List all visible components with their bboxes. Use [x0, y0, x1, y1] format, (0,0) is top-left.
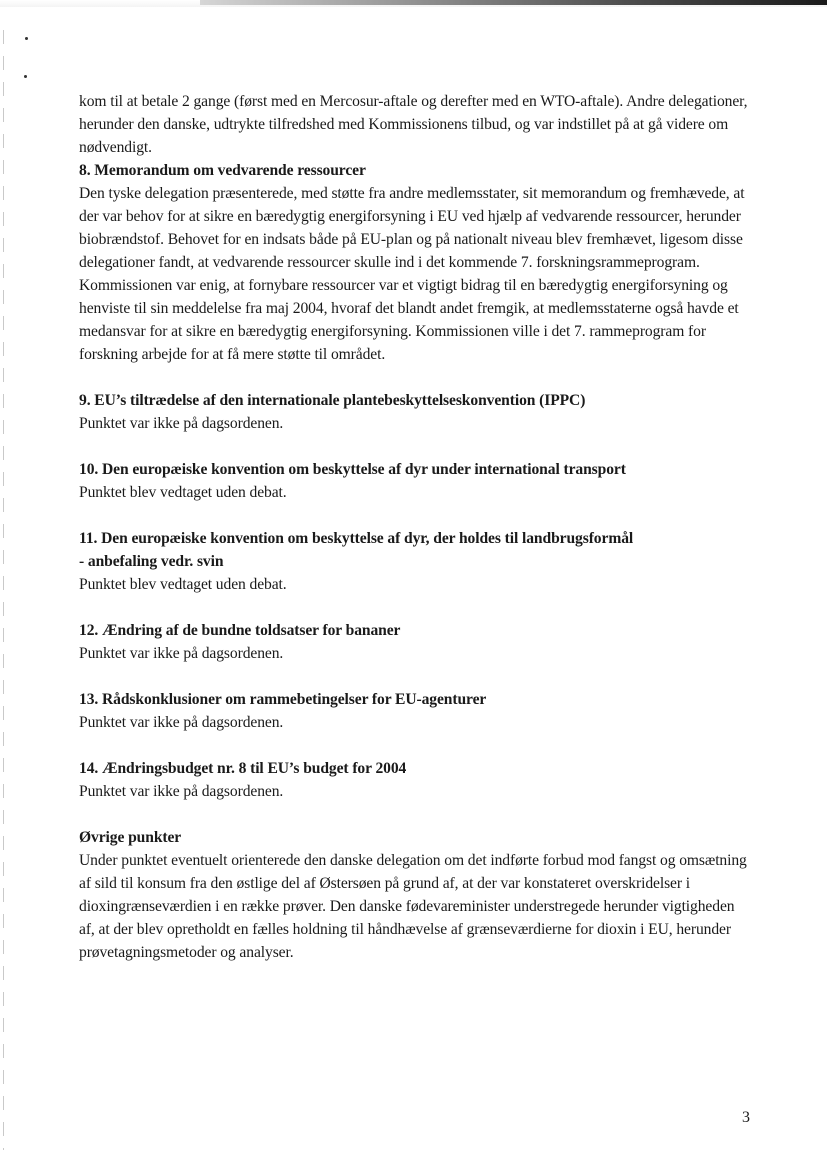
section-heading-line-1: 11. Den europæiske konvention om beskyttelse af dyr, der holdes til landbrugsformål [79, 530, 634, 547]
section-11 [79, 527, 751, 596]
scan-top-bar [200, 0, 827, 5]
document-page [79, 90, 751, 987]
intro-paragraph: kom til at betale 2 gange (først med en Mercosur-aftale og derefter med en WTO-aftale). Andre delegationer, herunder den danske, udtrykte tilfredshed med Kommissionens tilbud, og var indstillet på at gå videre om nødvendigt. [79, 93, 748, 156]
section-heading: 9. EU’s tiltrædelse af den internationale plantebeskyttelseskonvention (IPPC) [79, 392, 586, 409]
section-10 [79, 458, 751, 504]
section-body: Punktet var ikke på dagsordenen. [79, 645, 284, 662]
section-heading [79, 527, 751, 573]
section-heading: Øvrige punkter [79, 829, 182, 846]
section-heading: 10. Den europæiske konvention om beskyttelse af dyr under international transport [79, 461, 626, 478]
section-heading: 13. Rådskonklusioner om rammebetingelser for EU-agenturer [79, 691, 487, 708]
scan-speck [25, 37, 28, 40]
section-body: Under punktet eventuelt orienterede den danske delegation om det indførte forbud mod fangst og omsætning af sild til konsum fra den østlige del af Østersøen på grund af, at der var konstateret overskridelser i dioxingrænseværdien i en række prøver. Den danske fødevareminister understregede herunder vigtigheden af, at der blev opretholdt en fælles holdning til håndhævelse af grænseværdierne for dioxin i EU, herunder prøvetagningsmetoder og analyser. [79, 852, 747, 961]
section-ovrige-punkter [79, 826, 751, 964]
scan-speck [24, 75, 27, 78]
section-12 [79, 619, 751, 665]
section-body: Punktet blev vedtaget uden debat. [79, 484, 287, 501]
section-heading-line-2: - anbefaling vedr. svin [79, 553, 224, 570]
section-body: Den tyske delegation præsenterede, med støtte fra andre medlemsstater, sit memorandum og fremhævede, at der var behov for at sikre en bæredygtig energiforsyning i EU ved hjælp af vedvarende ressourcer, herunder biobrændstof. Behovet for en indsats både på EU-plan og på nationalt niveau blev fremhævet, ligesom disse delegationer fandt, at vedvarende ressourcer skulle ind i det kommende 7. forskningsrammeprogram. Kommissionen var enig, at fornybare ressourcer var et vigtigt bidrag til en bæredygtig energiforsyning og henviste til sin meddelelse fra maj 2004, hvoraf det blandt andet fremgik, at medlemsstaterne også havde et medansvar for at sikre en bæredygtig energiforsyning. Kommissionen ville i det 7. rammeprogram for forskning arbejde for at få mere støtte til området. [79, 185, 745, 363]
scan-left-edge [3, 30, 4, 1150]
section-body: Punktet var ikke på dagsordenen. [79, 783, 284, 800]
page-number: 3 [742, 1109, 750, 1126]
section-heading: 12. Ændring af de bundne toldsatser for bananer [79, 622, 401, 639]
section-heading: 14. Ændringsbudget nr. 8 til EU’s budget for 2004 [79, 760, 407, 777]
section-body: Punktet var ikke på dagsordenen. [79, 714, 284, 731]
section-9 [79, 389, 751, 435]
section-heading: 8. Memorandum om vedvarende ressourcer [79, 162, 366, 179]
section-body: Punktet blev vedtaget uden debat. [79, 576, 287, 593]
section-body: Punktet var ikke på dagsordenen. [79, 415, 284, 432]
section-8 [79, 159, 751, 366]
section-14 [79, 757, 751, 803]
section-13 [79, 688, 751, 734]
